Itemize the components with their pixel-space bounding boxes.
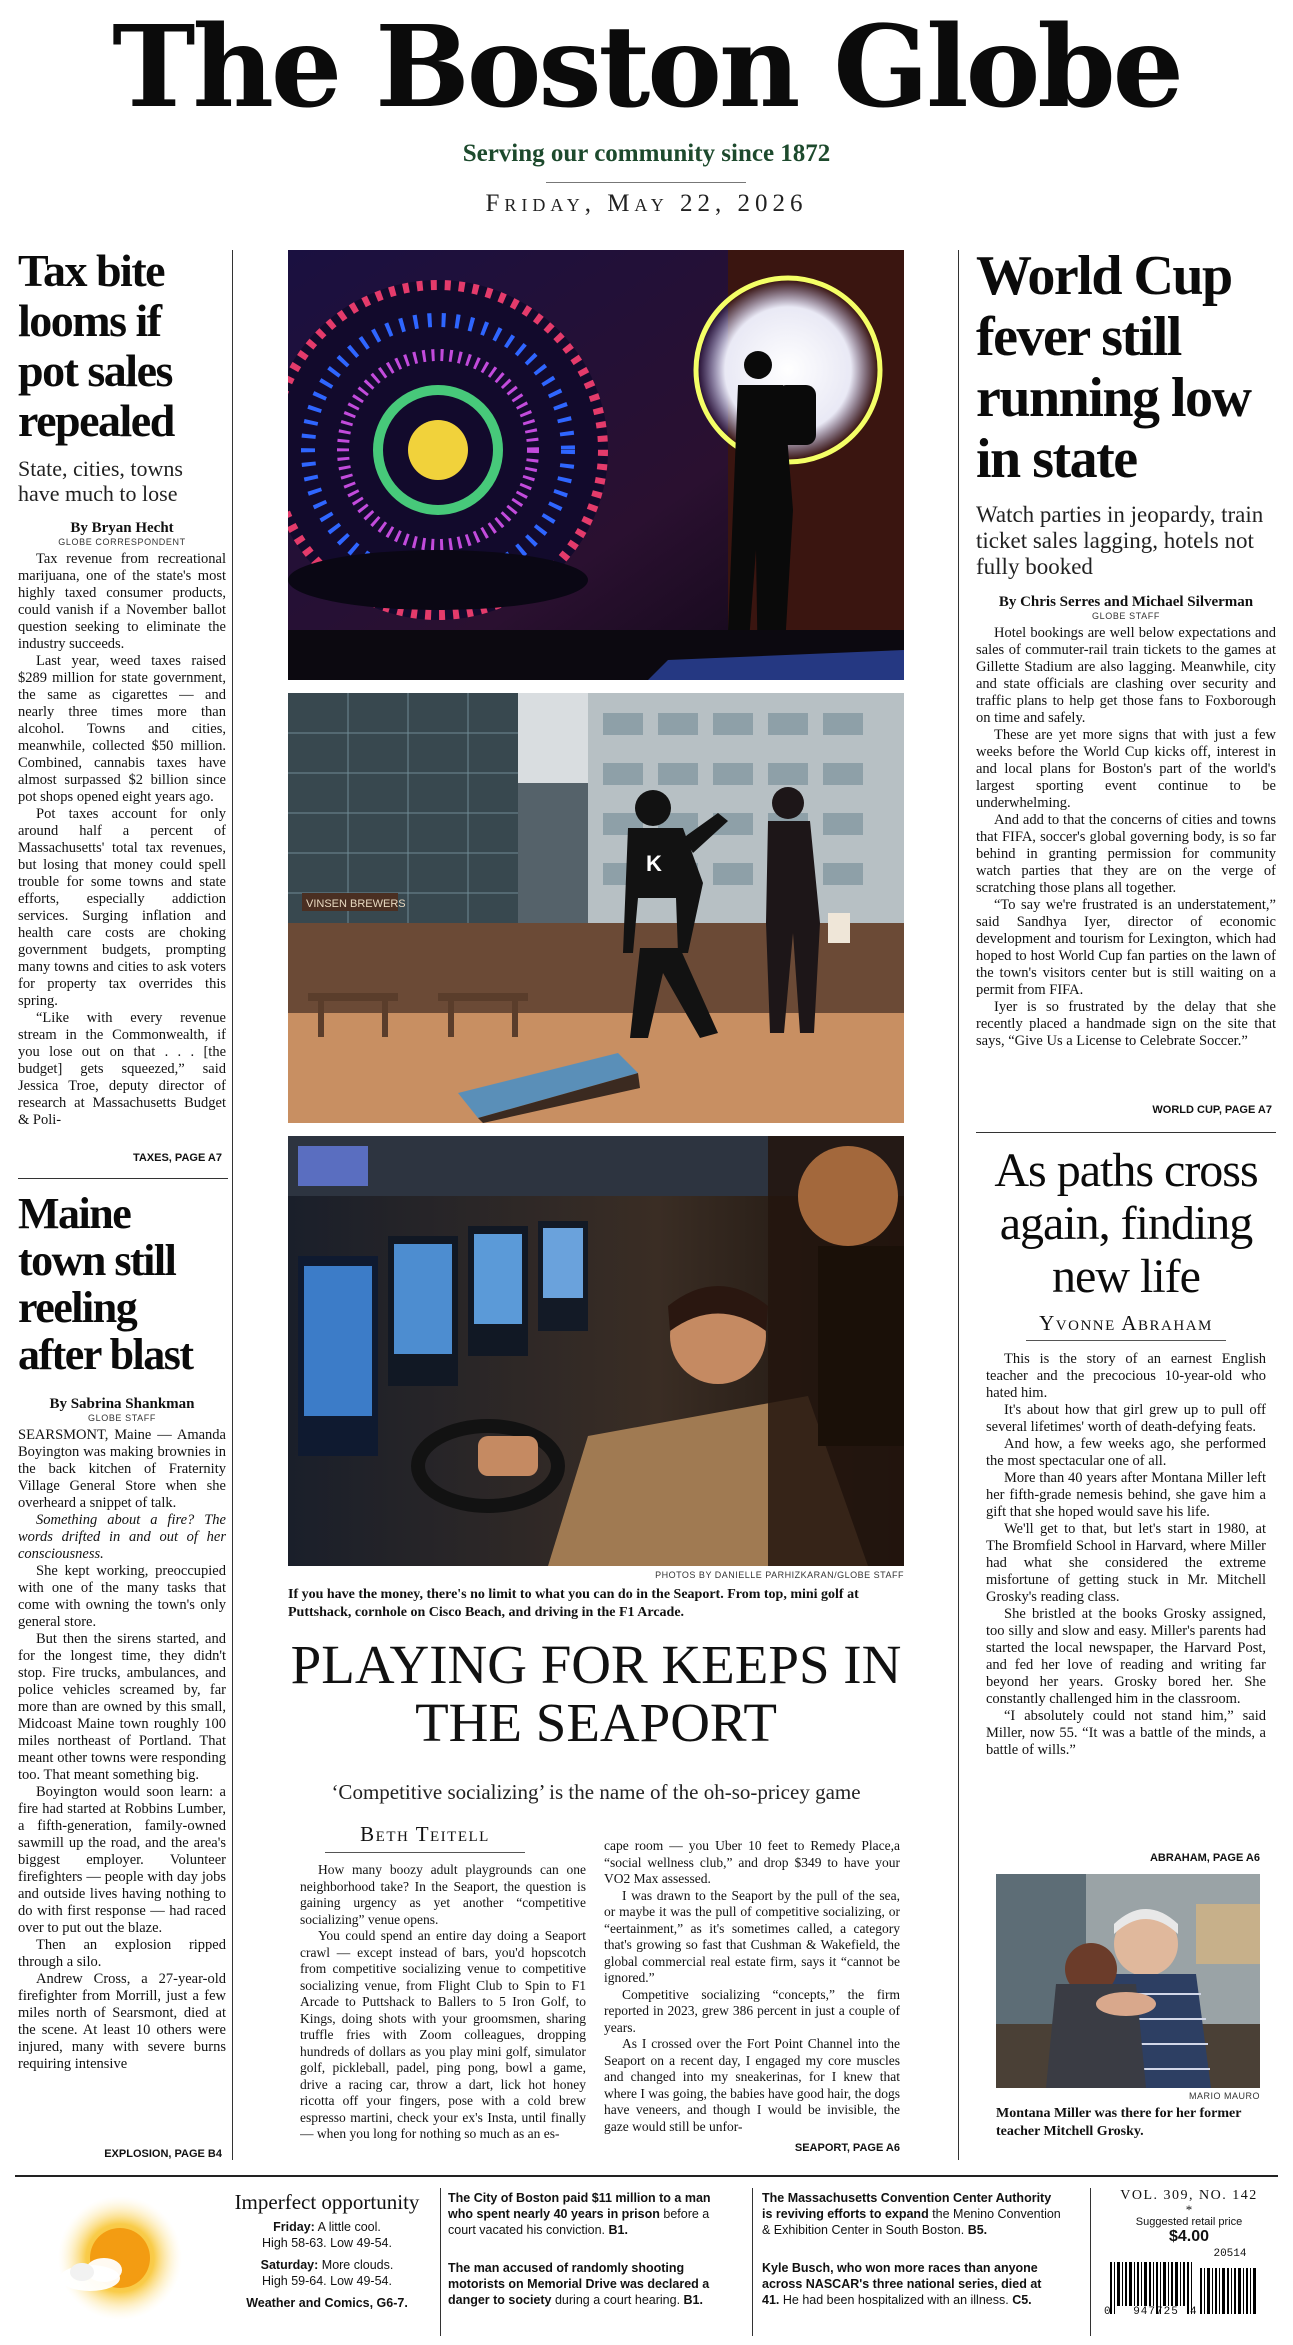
f1-arcade-image	[288, 1136, 904, 1566]
brief-text: the Menino Convention & Exhibition Center in South Boston.	[762, 2207, 1061, 2237]
brief-headline: The Massachusetts Convention Center Authority is reviving efforts to expand	[762, 2191, 1052, 2221]
price-label: Suggested retail price	[1135, 2216, 1243, 2228]
worldcup-paragraph: These are yet more signs that with just a few weeks before the World Cup kicks off, interest in and local plans for Boston's part of the world's largest sporting event continue to be underwhelming.	[976, 727, 1276, 811]
brief-headline: Kyle Busch, who won more races than anyone across NASCAR's three national series, died at 41.	[762, 2261, 1042, 2307]
brief-ref: B1.	[608, 2223, 628, 2237]
weather-box	[222, 2190, 432, 2340]
worldcup-paragraph: Hotel bookings are well below expectations and sales of commuter-rail train tickets to the games at Gillette Stadium are also lagging. Meanwhile, city and state officials are clashing over security and traffic plans to help get those fans to Foxborough on time and safely.	[976, 625, 1276, 726]
miller-grosky-image	[996, 1874, 1260, 2088]
abraham-photo-caption: Montana Miller was there for her former teacher Mitchell Grosky.	[996, 2106, 1242, 2139]
bar-sign-text: VINSEN BREWERS	[306, 898, 406, 910]
seaport-headline[interactable]: PLAYING FOR KEEPS IN THE SEAPORT	[290, 1634, 902, 1753]
worldcup-credit: GLOBE STAFF	[1092, 611, 1160, 621]
brief-headline: The City of Boston paid $11 million to a man who spent nearly 40 years in prison	[448, 2191, 711, 2221]
worldcup-body	[976, 625, 1276, 1050]
brief-item[interactable]	[762, 2260, 1062, 2308]
masthead	[0, 0, 1293, 225]
weather-saturday-temps: High 59-64. Low 49-54.	[262, 2274, 392, 2288]
price-box	[1100, 2188, 1278, 2338]
maine-byline: By Sabrina Shankman	[49, 1396, 195, 1412]
abraham-body	[976, 1351, 1276, 1759]
tax-headline[interactable]: Tax bite looms if pot sales repealed	[18, 246, 174, 446]
maine-credit: GLOBE STAFF	[88, 1413, 156, 1423]
barcode-middle-digits: 947725	[1133, 2306, 1179, 2318]
seaport-paragraph: cape room — you Uber 10 feet to Remedy Place,a “social wellness club,” and drop $349 to have your VO2 Max assessed.	[604, 1838, 900, 1886]
barcode-right-digit: 4	[1190, 2306, 1197, 2318]
sun-cloud-icon	[38, 2196, 198, 2324]
barcode	[1104, 2248, 1274, 2320]
seaport-jump-link[interactable]: SEAPORT, PAGE A6	[794, 2142, 900, 2154]
tax-credit: GLOBE CORRESPONDENT	[58, 537, 186, 547]
abraham-paragraph: More than 40 years after Montana Miller left her fifth-grade nemesis behind, she gave him a gift that she hoped would save his life.	[986, 1470, 1266, 1520]
weather-saturday-text: More clouds.	[321, 2258, 394, 2272]
photos-credit: PHOTOS BY DANIELLE PARHIZKARAN/GLOBE STAFF	[655, 1570, 904, 1580]
tagline: Serving our community since 1872	[462, 140, 831, 167]
worldcup-paragraph: “To say we're frustrated is an understatement,” said Sandhya Iyer, director of economic development and tourism for Lexington, which had hoped to host World Cup fan parties on the lawn of the town's visitors center but is still waiting on a permit from FIFA.	[976, 897, 1276, 998]
weather-saturday-label: Saturday:	[260, 2258, 319, 2272]
footer-divider-2	[752, 2188, 753, 2336]
tax-body	[18, 551, 226, 1129]
cornhole-photo[interactable]	[288, 693, 904, 1123]
maine-story[interactable]	[18, 1190, 226, 2160]
tax-paragraph: Tax revenue from recreational marijuana, one of the state's most highly taxed consumer products, could vanish if a November ballot question seeking to eliminate the industry succeeds.	[18, 551, 226, 652]
worldcup-byline: By Chris Serres and Michael Silverman	[998, 594, 1254, 610]
dateline: Friday, May 22, 2026	[485, 190, 808, 217]
maine-paragraph: Andrew Cross, a 27-year-old firefighter from Morrill, just a few miles north of Searsmont, died at the scene. At least 10 others were injured, many with severe burns requiring intensive	[18, 1971, 226, 2072]
abraham-paragraph: It's about how that girl grew up to pull off several lifetimes' worth of death-defying feats.	[986, 1402, 1266, 1435]
seaport-column-2	[604, 1838, 900, 2138]
maine-headline[interactable]: Maine town still reeling after blast	[18, 1190, 193, 1379]
tax-paragraph: Pot taxes account for only around half a percent of Massachusetts' total tax revenues, but losing that money could spell trouble for some towns and state efforts, especially addiction services. Surging inflation and health care costs are choking government budgets, prompting many towns and cities to ask voters for property tax overrides this spring.	[18, 806, 226, 1009]
right-column-divider	[976, 1132, 1276, 1133]
brief-text: during a court hearing.	[551, 2293, 684, 2307]
svg-text:K: K	[646, 851, 662, 876]
weather-saturday	[222, 2257, 432, 2273]
brief-item[interactable]	[448, 2190, 738, 2238]
weather-friday-label: Friday:	[273, 2220, 315, 2234]
maine-paragraph: But then the sirens started, and for the longest time, they didn't stop. Fire trucks, ambulances, and police vehicles screamed by, far more than are owned by this small, Midcoast Maine town roughly 100 miles northeast of Portland. That meant other towns were responding too. That meant something big.	[18, 1631, 226, 1783]
abraham-paragraph: This is the story of an earnest English teacher and the precocious 10-year-old who hated him.	[986, 1351, 1266, 1401]
abraham-paragraph: “I absolutely could not stand him,” said Miller, now 55. “It was a battle of the minds, a battle of wills.”	[986, 1708, 1266, 1758]
abraham-byline-rule	[1026, 1340, 1226, 1341]
seaport-paragraph: How many boozy adult playgrounds can one neighborhood take? In the Seaport, the question is gaining urgency as yet another “competitive socializing” venue opens.	[300, 1862, 586, 1927]
cornhole-image	[288, 693, 904, 1123]
tax-paragraph: “Like with every revenue stream in the Commonwealth, if you lose out on that . . . [the budget] gets squeezed,” said Jessica Troe, deputy director of research at Massachusetts Budget & Poli-	[18, 1010, 226, 1128]
seaport-byline: Beth Teitell	[360, 1822, 490, 1846]
price-value: $4.00	[1168, 2228, 1210, 2245]
tax-dek: State, cities, towns have much to lose	[18, 456, 183, 506]
mini-golf-image	[288, 250, 904, 680]
maine-paragraph: She kept working, preoccupied with one of the many tasks that come with owning the town's only general store.	[18, 1563, 226, 1630]
worldcup-headline[interactable]: World Cup fever still running low in state	[976, 246, 1251, 490]
tax-story[interactable]	[18, 246, 226, 1164]
seaport-paragraph: Competitive socializing “concepts,” the firm reported in 2023, grew 386 percent in just a couple of years.	[604, 1986, 900, 2035]
nameplate[interactable]: The Boston Globe	[112, 2, 1181, 133]
left-column-divider	[18, 1178, 228, 1179]
brief-text: before a court vacated his conviction.	[448, 2207, 710, 2237]
seaport-paragraph: As I crossed over the Fort Point Channel into the Seaport on a recent day, I engaged my core muscles and changed into my sneakerinas, for I knew that where I was going, the babies have good hair, the dogs have veneers, and though I would be invisible, the gaze would still be unfor-	[604, 2036, 900, 2134]
brief-ref: B5.	[967, 2223, 988, 2237]
barcode-supplement: 20514	[1213, 2248, 1247, 2260]
abraham-headline[interactable]: As paths cross again, finding new life	[994, 1144, 1258, 1303]
worldcup-paragraph: Iyer is so frustrated by the delay that she recently placed a handmade sign on the site that says, “Give Us a License to Celebrate Soccer.”	[976, 999, 1276, 1049]
abraham-photo-credit: MARIO MAURO	[1188, 2091, 1260, 2101]
abraham-jump-link[interactable]: ABRAHAM, PAGE A6	[1149, 1852, 1260, 1864]
seaport-column-1	[300, 1862, 586, 2152]
tax-byline: By Bryan Hecht	[70, 520, 174, 536]
brief-item[interactable]	[762, 2190, 1062, 2238]
weather-comics-link[interactable]: Weather and Comics, G6-7.	[246, 2296, 408, 2310]
abraham-byline: Yvonne Abraham	[1039, 1311, 1213, 1335]
seaport-byline-rule	[325, 1852, 525, 1853]
brief-headline: The man accused of randomly shooting motorists on Memorial Drive was declared a danger to society	[448, 2261, 710, 2307]
seaport-dek: ‘Competitive socializing’ is the name of the oh-so-pricey game	[331, 1780, 861, 1804]
weather-friday	[222, 2219, 432, 2235]
worldcup-dek: Watch parties in jeopardy, train ticket sales lagging, hotels not fully booked	[976, 502, 1264, 579]
brief-ref: C5.	[1012, 2293, 1032, 2307]
tax-paragraph: Last year, weed taxes raised $289 million for state government, the same as cigarettes — and nearly three times more than alcohol. Towns and cities, meanwhile, collected $50 million. Combined, cannabis taxes have almost surpassed $2 billion since pot shops opened eight years ago.	[18, 653, 226, 805]
f1-arcade-photo[interactable]	[288, 1136, 904, 1566]
abraham-paragraph: And how, a few weeks ago, she performed the most spectacular one of all.	[986, 1436, 1266, 1469]
worldcup-story[interactable]	[976, 246, 1276, 1116]
maine-jump-link[interactable]: EXPLOSION, PAGE B4	[104, 2148, 222, 2160]
weather-title: Imperfect opportunity	[234, 2190, 420, 2214]
volume-number: VOL. 309, NO. 142	[1120, 2188, 1258, 2203]
miller-grosky-photo[interactable]	[996, 1874, 1260, 2088]
abraham-paragraph: She bristled at the books Grosky assigned, too silly and slow and easy. Miller's parents had started the local newspaper, the Harvard Post, and fed her love of reading and writing far beyond her years. Grosky bored her. She constantly challenged him in the classroom.	[986, 1606, 1266, 1707]
maine-body	[18, 1427, 226, 2073]
tax-jump-link[interactable]: TAXES, PAGE A7	[132, 1152, 222, 1164]
right-vertical-rule	[958, 250, 959, 2160]
brief-ref: B1.	[683, 2293, 703, 2307]
footer-divider-3	[1090, 2188, 1091, 2336]
maine-paragraph: Something about a fire? The words drifted in and out of her consciousness.	[18, 1512, 226, 1562]
weather-friday-text: A little cool.	[317, 2220, 381, 2234]
maine-paragraph: Then an explosion ripped through a silo.	[18, 1937, 226, 1970]
maine-paragraph: SEARSMONT, Maine — Amanda Boyington was making brownies in the back kitchen of Fraternity Village General Store when she overheard a snippet of talk.	[18, 1427, 226, 1511]
mini-golf-photo[interactable]	[288, 250, 904, 680]
worldcup-jump-link[interactable]: WORLD CUP, PAGE A7	[1152, 1104, 1272, 1116]
abraham-paragraph: We'll get to that, but let's start in 1980, at The Bromfield School in Harvard, where Miller had what she considered the extreme misfortune of getting stuck in Mr. Mitchell Grosky's reading class.	[986, 1521, 1266, 1605]
maine-paragraph: Boyington would soon learn: a fire had started at Robbins Lumber, a fifth-generation, family-owned sawmill up the road, and the area's biggest employer. Volunteer firefighters — people with day jobs and outside lives having nothing to do with first response — had raced over to put out the blaze.	[18, 1784, 226, 1936]
seaport-paragraph: You could spend an entire day doing a Seaport crawl — except instead of bars, you'd hopscotch from competitive socializing venue to competitive socializing venue, from Flight Club to Spin to F1 Arcade to Puttshack to Ballers to 5 Iron Golf, to Kings, doing shots with your groomsmen, sharing truffle fries with Zoom colleagues, dropping hundreds of dollars as you play mini golf, simulator golf, pickleball, padel, ping pong, bowl a game, drive a racing car, throw a dart, lick hot honey ricotta off your fingers, pose with a cold brew espresso martini, check your ex's Insta, until finally — when you long for nothing so much as an es-	[300, 1928, 586, 2141]
brief-item[interactable]	[448, 2260, 738, 2308]
barcode-left-digit: 0	[1104, 2306, 1111, 2318]
abraham-column[interactable]	[976, 1144, 1276, 1864]
seaport-paragraph: I was drawn to the Seaport by the pull of the sea, or maybe it was the pull of competitive socializing, or “eertainment,” as it's sometimes called, a category that's growing so fast that Cushman & Wakefield, the global commercial real estate firm, says it “cannot be ignored.”	[604, 1887, 900, 1985]
brief-text: He had been hospitalized with an illness.	[779, 2293, 1013, 2307]
tagline-rule	[546, 182, 746, 183]
weather-friday-temps: High 58-63. Low 49-54.	[262, 2236, 392, 2250]
weather-icon	[38, 2196, 198, 2324]
photos-caption: If you have the money, there's no limit to what you can do in the Seaport. From top, mini golf at Puttshack, cornhole on Cisco Beach, and driving in the F1 Arcade.	[288, 1587, 859, 1620]
worldcup-paragraph: And add to that the concerns of cities and towns that FIFA, soccer's global governing body, is so far behind in granting permission for community watch parties that they are on the verge of scratching those plans all together.	[976, 812, 1276, 896]
edition-star: *	[1185, 2202, 1193, 2217]
footer-divider-1	[440, 2188, 441, 2336]
footer-rule	[15, 2175, 1278, 2177]
left-vertical-rule	[232, 250, 233, 2160]
